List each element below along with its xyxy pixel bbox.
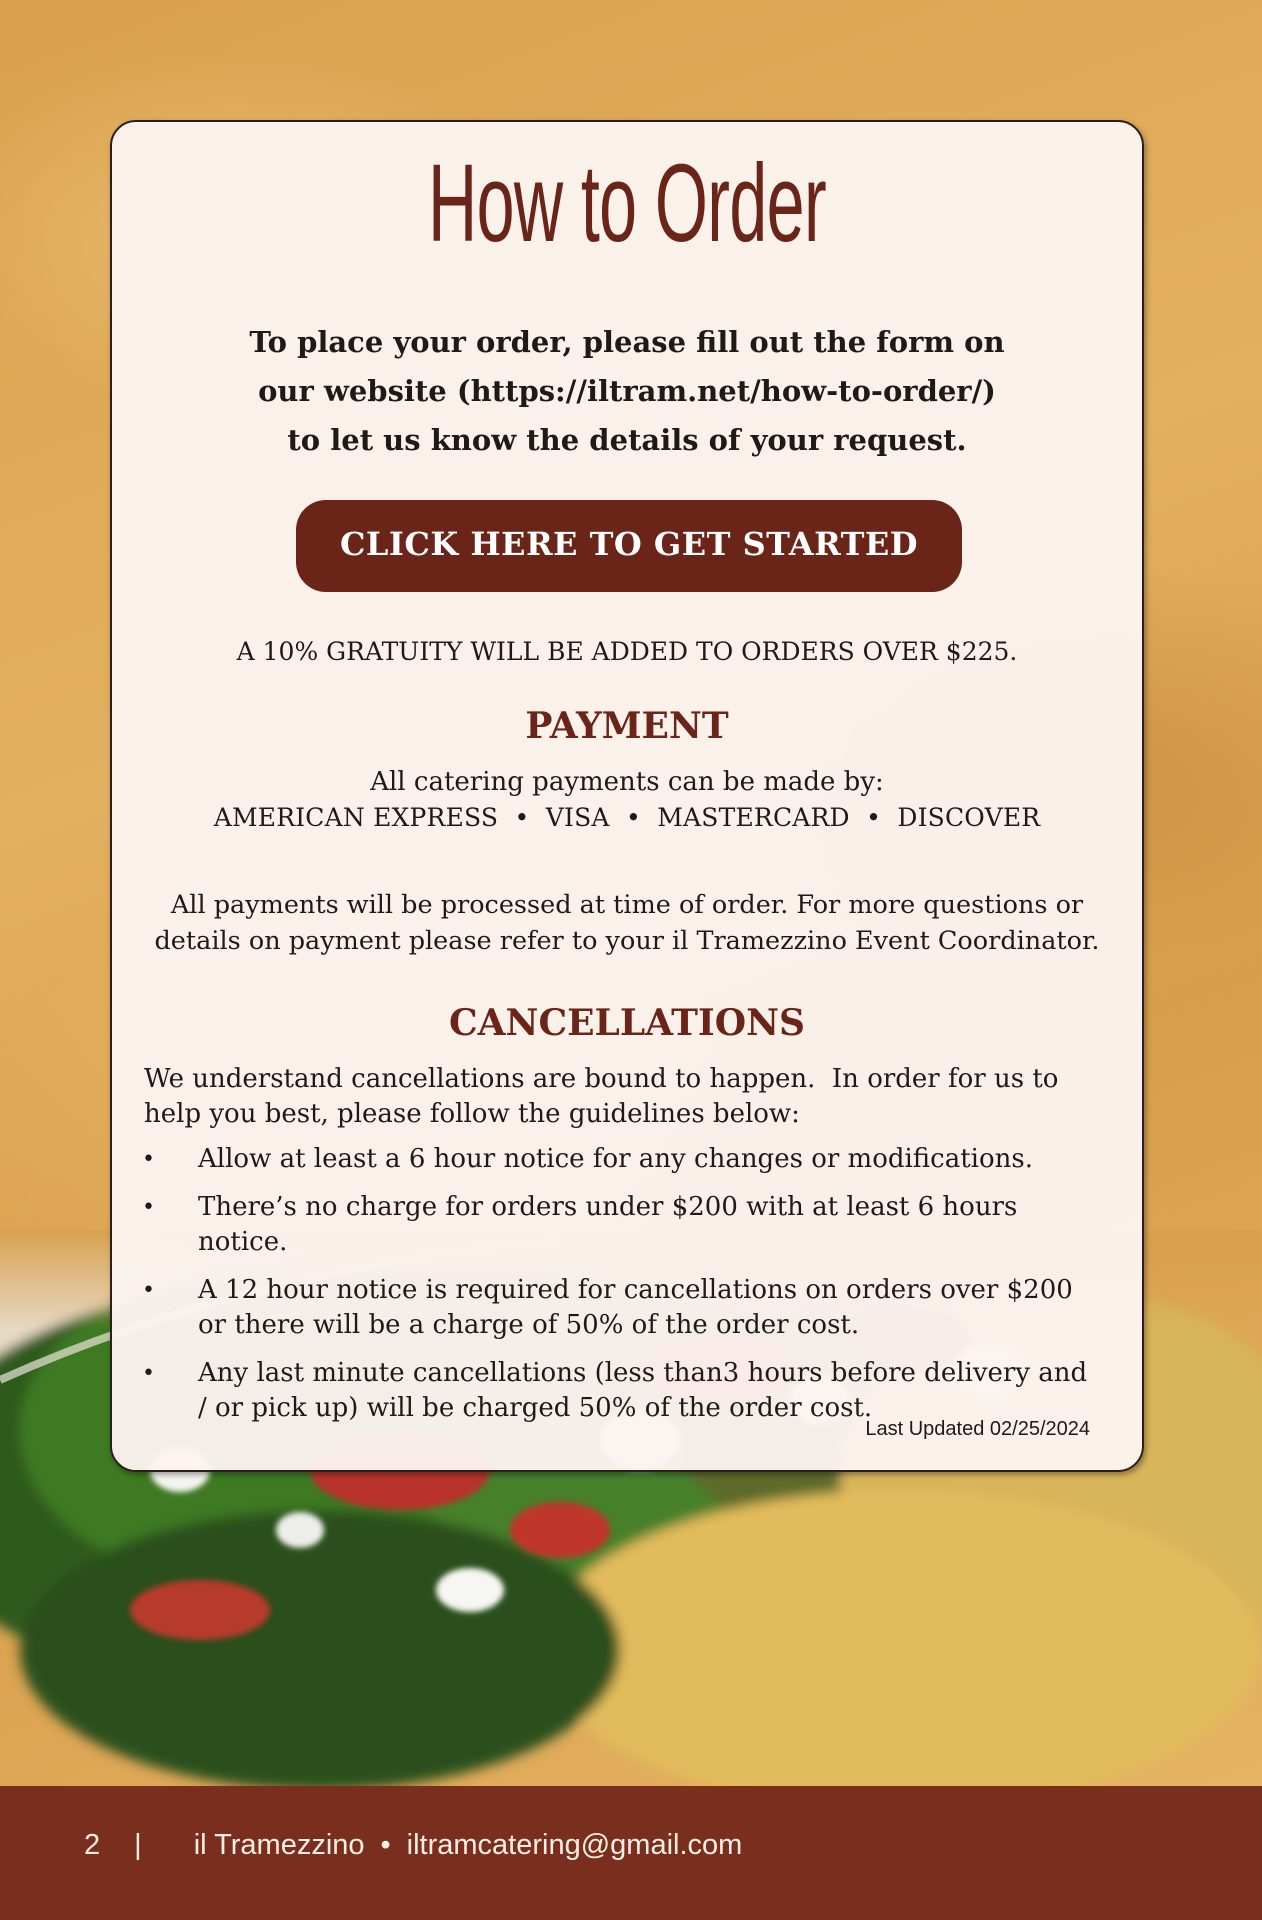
list-item bbox=[140, 1356, 1100, 1426]
bullet-icon: • bbox=[142, 1147, 155, 1172]
bullet-icon: • bbox=[142, 1278, 155, 1303]
gratuity-notice: A 10% GRATUITY WILL BE ADDED TO ORDERS OVER $225. bbox=[236, 637, 1018, 666]
guideline-text: A 12 hour notice is required for cancellations on orders over $200 or there will be a charge of 50% of the order cost. bbox=[198, 1275, 1073, 1340]
page-number: 2 bbox=[84, 1829, 101, 1861]
payment-note-line-1: All payments will be processed at time of order. For more questions or bbox=[170, 890, 1084, 920]
cancellation-guidelines bbox=[140, 1142, 1100, 1439]
page-title: How to Order bbox=[427, 142, 827, 265]
cancellations-intro-line-1: We understand cancellations are bound to happen. In order for us to bbox=[144, 1064, 1059, 1094]
bullet-icon: • bbox=[142, 1361, 155, 1386]
order-instructions bbox=[242, 318, 1012, 465]
instructions-line-3: to let us know the details of your request. bbox=[287, 423, 967, 457]
payment-heading: PAYMENT bbox=[525, 705, 729, 747]
footer-separator: | bbox=[134, 1829, 142, 1861]
payment-note bbox=[112, 887, 1142, 959]
last-updated: Last Updated 02/25/2024 bbox=[865, 1418, 1090, 1440]
contact-email-link[interactable]: iltramcatering@gmail.com bbox=[406, 1829, 743, 1861]
guideline-text: Any last minute cancellations (less than3 hours before delivery and / or pick up) will be charged 50% of the order cost. bbox=[198, 1358, 1088, 1423]
brand-name: il Tramezzino bbox=[193, 1829, 365, 1861]
instructions-line-1: To place your order, please fill out the form on bbox=[249, 325, 1005, 359]
cancellations-heading: CANCELLATIONS bbox=[448, 1002, 806, 1044]
guideline-text: Allow at least a 6 hour notice for any changes or modifications. bbox=[198, 1144, 1033, 1174]
footer-dot: • bbox=[380, 1829, 391, 1861]
list-item bbox=[140, 1273, 1100, 1343]
bullet-icon: • bbox=[142, 1195, 155, 1220]
footer-bar bbox=[0, 1786, 1262, 1920]
footer-text bbox=[84, 1829, 742, 1862]
guideline-text: There’s no charge for orders under $200 with at least 6 hours notice. bbox=[198, 1192, 1018, 1257]
get-started-button[interactable]: CLICK HERE TO GET STARTED bbox=[296, 500, 962, 592]
payment-methods: AMERICAN EXPRESS • VISA • MASTERCARD • DISCOVER bbox=[213, 803, 1041, 832]
payment-note-line-2: details on payment please refer to your il Tramezzino Event Coordinator. bbox=[154, 926, 1100, 956]
list-item bbox=[140, 1142, 1100, 1177]
payment-intro: All catering payments can be made by: bbox=[370, 767, 884, 797]
cancellations-intro-line-2: help you best, please follow the guidelines below: bbox=[144, 1099, 800, 1129]
how-to-order-card bbox=[110, 120, 1144, 1472]
cancellations-intro bbox=[144, 1062, 1084, 1132]
list-item bbox=[140, 1190, 1100, 1260]
instructions-line-2: our website (https://iltram.net/how-to-order/) bbox=[258, 374, 996, 408]
